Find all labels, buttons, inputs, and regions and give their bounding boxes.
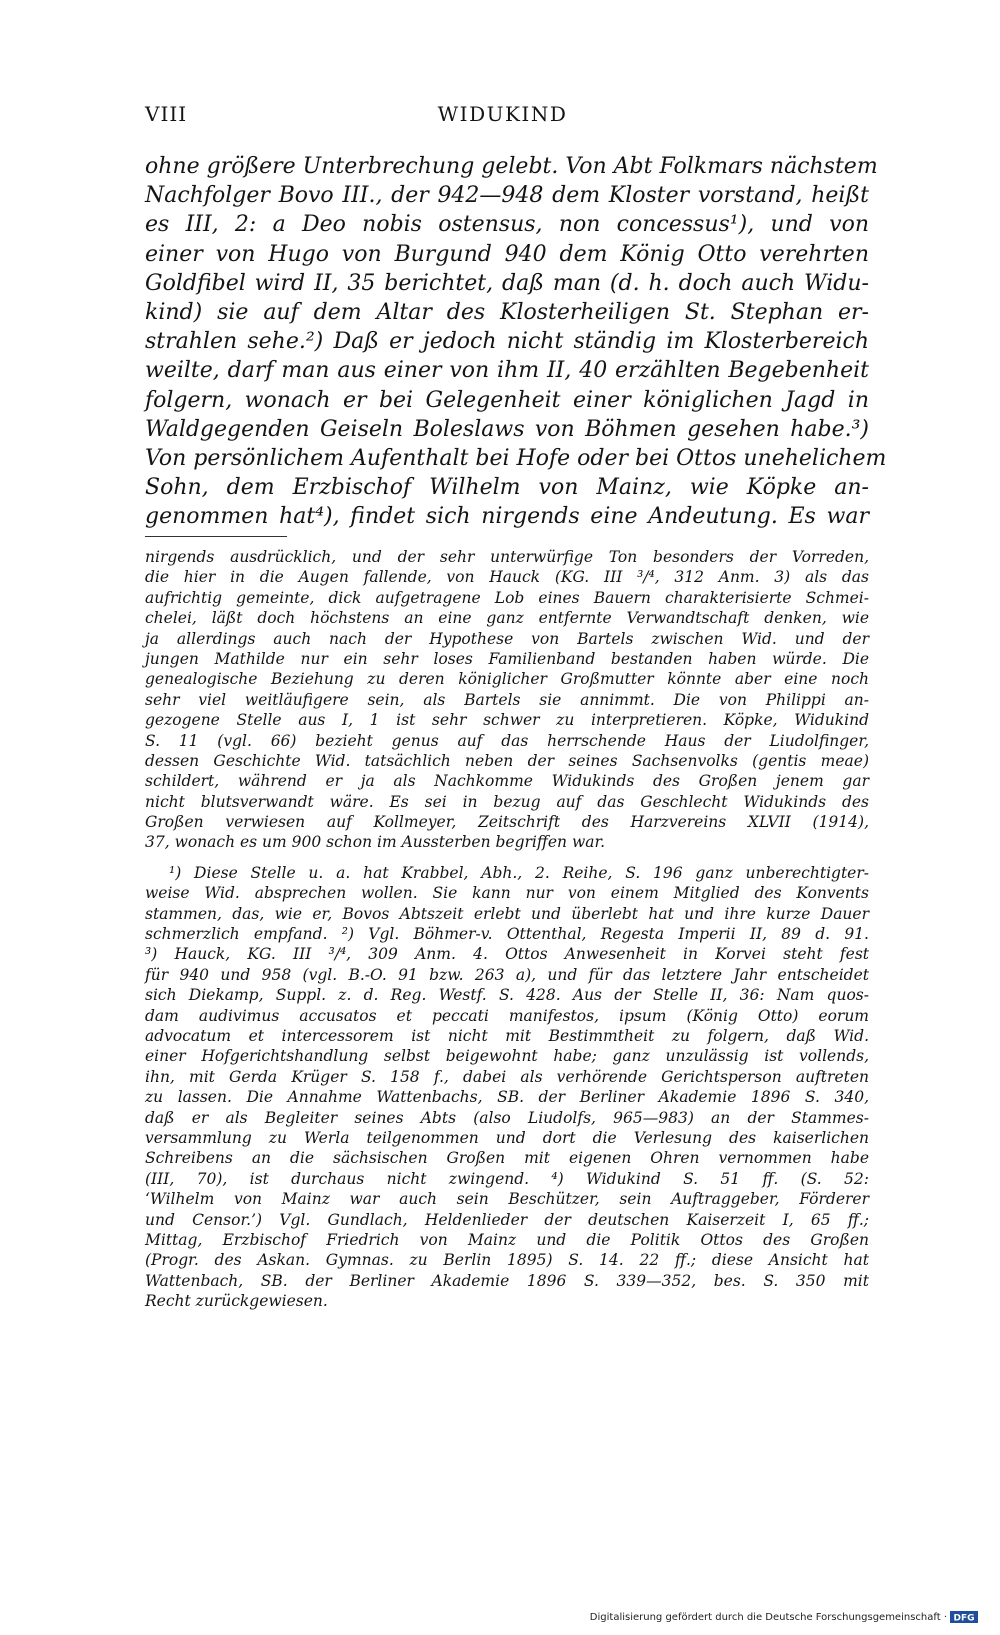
body-line: genommen hat⁴), findet sich nirgends eine Andeutung. Es war [145, 504, 869, 530]
page-number: VIII [145, 102, 188, 126]
footnote-line: schildert, während er ja als Nachkomme Widukinds des Großen jenem gar [145, 772, 869, 791]
body-line: ohne größere Unterbrechung gelebt. Von Abt Folkmars nächstem [145, 154, 878, 179]
footnote-line: chelei, läßt doch höchstens an eine ganz entfernte Verwandtschaft denken, wie [145, 609, 869, 628]
footnote-line: Schreibens an die sächsischen Großen mit eigenen Ohren vernommen habe [145, 1149, 869, 1168]
footnote-line: ihn, mit Gerda Krüger S. 158 f., dabei als verhörende Gerichtsperson auftreten [145, 1067, 869, 1086]
body-line: Nachfolger Bovo III., der 942—948 dem Kloster vorstand, heißt [145, 183, 869, 209]
body-line: Goldfibel wird II, 35 berichtet, daß man (d. h. doch auch Widu- [145, 270, 869, 296]
body-line: kind) sie auf dem Altar des Klosterheiligen St. Stephan er- [145, 299, 869, 325]
footnote-line: dessen Geschichte Wid. tatsächlich neben der seines Sachsenvolks (gentis meae) [145, 751, 869, 770]
footnote-line: ja allerdings auch nach der Hypothese von Bartels zwischen Wid. und der [145, 629, 869, 648]
footnote-line: advocatum et intercessorem ist nicht mit Bestimmtheit zu folgern, daß Wid. [145, 1026, 869, 1045]
footnotes [145, 547, 869, 1311]
body-line: es III, 2: a Deo nobis ostensus, non concessus¹), und von [145, 212, 869, 238]
footnote-line: zu lassen. Die Annahme Wattenbachs, SB. der Berliner Akademie 1896 S. 340, [145, 1088, 869, 1107]
body-line: Sohn, dem Erzbischof Wilhelm von Mainz, wie Köpke an- [145, 475, 869, 501]
footnote-line: Mittag, Erzbischof Friedrich von Mainz und die Politik Ottos des Großen [145, 1230, 869, 1249]
footnote-line: aufrichtig gemeinte, dick aufgetragene Lob eines Bauern charakterisierte Schmei- [145, 588, 869, 607]
footnote-line: weise Wid. absprechen wollen. Sie kann nur von einem Mitglied des Konvents [145, 884, 869, 903]
footnote-line: die hier in die Augen fallende, von Hauck (KG. III ³/⁴, 312 Anm. 3) als das [145, 568, 869, 587]
body-line: einer von Hugo von Burgund 940 dem König Otto verehrten [145, 241, 869, 267]
body-line: Von persönlichem Aufenthalt bei Hofe oder bei Ottos unehelichem [145, 445, 887, 471]
footnote-line: Wattenbach, SB. der Berliner Akademie 1896 S. 339—352, bes. S. 350 mit [145, 1271, 869, 1290]
footnote-line: schmerzlich empfand. ²) Vgl. Böhmer-v. Ottenthal, Regesta Imperii II, 89 d. 91. [145, 925, 869, 944]
dfg-logo-icon [950, 1611, 978, 1623]
dfg-logo-text: DFG [953, 1613, 975, 1623]
body-line: weilte, darf man aus einer von ihm II, 40 erzählten Begebenheit [145, 358, 869, 384]
footnote-line: und Censor.’) Vgl. Gundlach, Heldenlieder der deutschen Kaiserzeit I, 65 ff.; [145, 1210, 869, 1229]
footnote-line: ¹) Diese Stelle u. a. hat Krabbel, Abh., 2. Reihe, S. 196 ganz unberechtigter- [169, 863, 869, 882]
footnote-rule [145, 536, 287, 537]
footnote-line: stammen, das, wie er, Bovos Abtszeit erlebt und überlebt hat und ihre kurze Dauer [145, 904, 869, 923]
footnote-line: gezogene Stelle aus I, 1 ist sehr schwer zu interpretieren. Köpke, Widukind [145, 711, 869, 730]
footnote-line: Recht zurückgewiesen. [145, 1292, 328, 1311]
footnote-line: genealogische Beziehung zu deren königlicher Großmutter könnte aber eine noch [145, 670, 869, 689]
footnote-line: S. 11 (vgl. 66) bezieht genus auf das herrschende Haus der Liudolfinger, [145, 731, 869, 750]
footnote-line: nicht blutsverwandt wäre. Es sei in bezug auf das Geschlecht Widukinds des [145, 792, 869, 811]
footnote-line: (Progr. des Askan. Gymnas. zu Berlin 1895) S. 14. 22 ff.; diese Ansicht hat [145, 1251, 869, 1270]
body-line: Waldgegenden Geiseln Boleslaws von Böhmen gesehen habe.³) [145, 416, 869, 442]
credit-text: Digitalisierung gefördert durch die Deutsche Forschungsgemeinschaft · [589, 1611, 947, 1623]
footnote-line: daß er als Begleiter seines Abts (also Liudolfs, 965—983) an der Stammes- [145, 1108, 869, 1127]
footnote-line: dam audivimus accusatos et peccati manifestos, ipsum (König Otto) eorum [145, 1006, 869, 1025]
footnote-list [145, 863, 869, 1312]
footnote-line: (III, 70), ist durchaus nicht zwingend. ⁴) Widukind S. 51 ff. (S. 52: [145, 1169, 869, 1188]
footnote-line: ‘Wilhelm von Mainz war auch sein Beschützer, sein Auftraggeber, Förderer [145, 1190, 869, 1209]
footnote-line: versammlung zu Werla teilgenommen und dort die Verlesung des kaiserlichen [145, 1128, 869, 1147]
running-head [145, 102, 860, 132]
footnote-line: nirgends ausdrücklich, und der sehr unterwürfige Ton besonders der Vorreden, [145, 548, 869, 566]
footnote-line: sehr viel weitläufigere sein, als Bartels sie annimmt. Die von Philippi an- [145, 690, 869, 709]
footnote-line: einer Hofgerichtshandlung selbst beigewohnt habe; ganz unzulässig ist vollends, [145, 1047, 869, 1066]
footnote-line: für 940 und 958 (vgl. B.-O. 91 bzw. 263 a), und für das letztere Jahr entscheidet [145, 965, 869, 984]
footnote-line: 37, wonach es um 900 schon im Aussterben begriffen war. [145, 833, 606, 852]
running-title: WIDUKIND [437, 102, 568, 126]
digitization-credit [590, 1611, 978, 1623]
footnote-line: jungen Mathilde nur ein sehr loses Familienband bestanden haben würde. Die [145, 649, 869, 668]
footnote-gap [145, 853, 869, 863]
body-line: folgern, wonach er bei Gelegenheit einer königlichen Jagd in [145, 387, 869, 413]
footnote-line: Großen verwiesen auf Kollmeyer, Zeitschrift des Harzvereins XLVII (1914), [145, 813, 869, 832]
footnote-line: ³) Hauck, KG. III ³/⁴, 309 Anm. 4. Ottos Anwesenheit in Korvei steht fest [145, 945, 869, 964]
main-text [145, 152, 887, 531]
footnote-line: sich Diekamp, Suppl. z. d. Reg. Westf. S. 428. Aus der Stelle II, 36: Nam quos- [145, 986, 869, 1005]
body-line: strahlen sehe.²) Daß er jedoch nicht ständig im Klosterbereich [145, 329, 869, 355]
footnote-continuation [145, 547, 869, 853]
